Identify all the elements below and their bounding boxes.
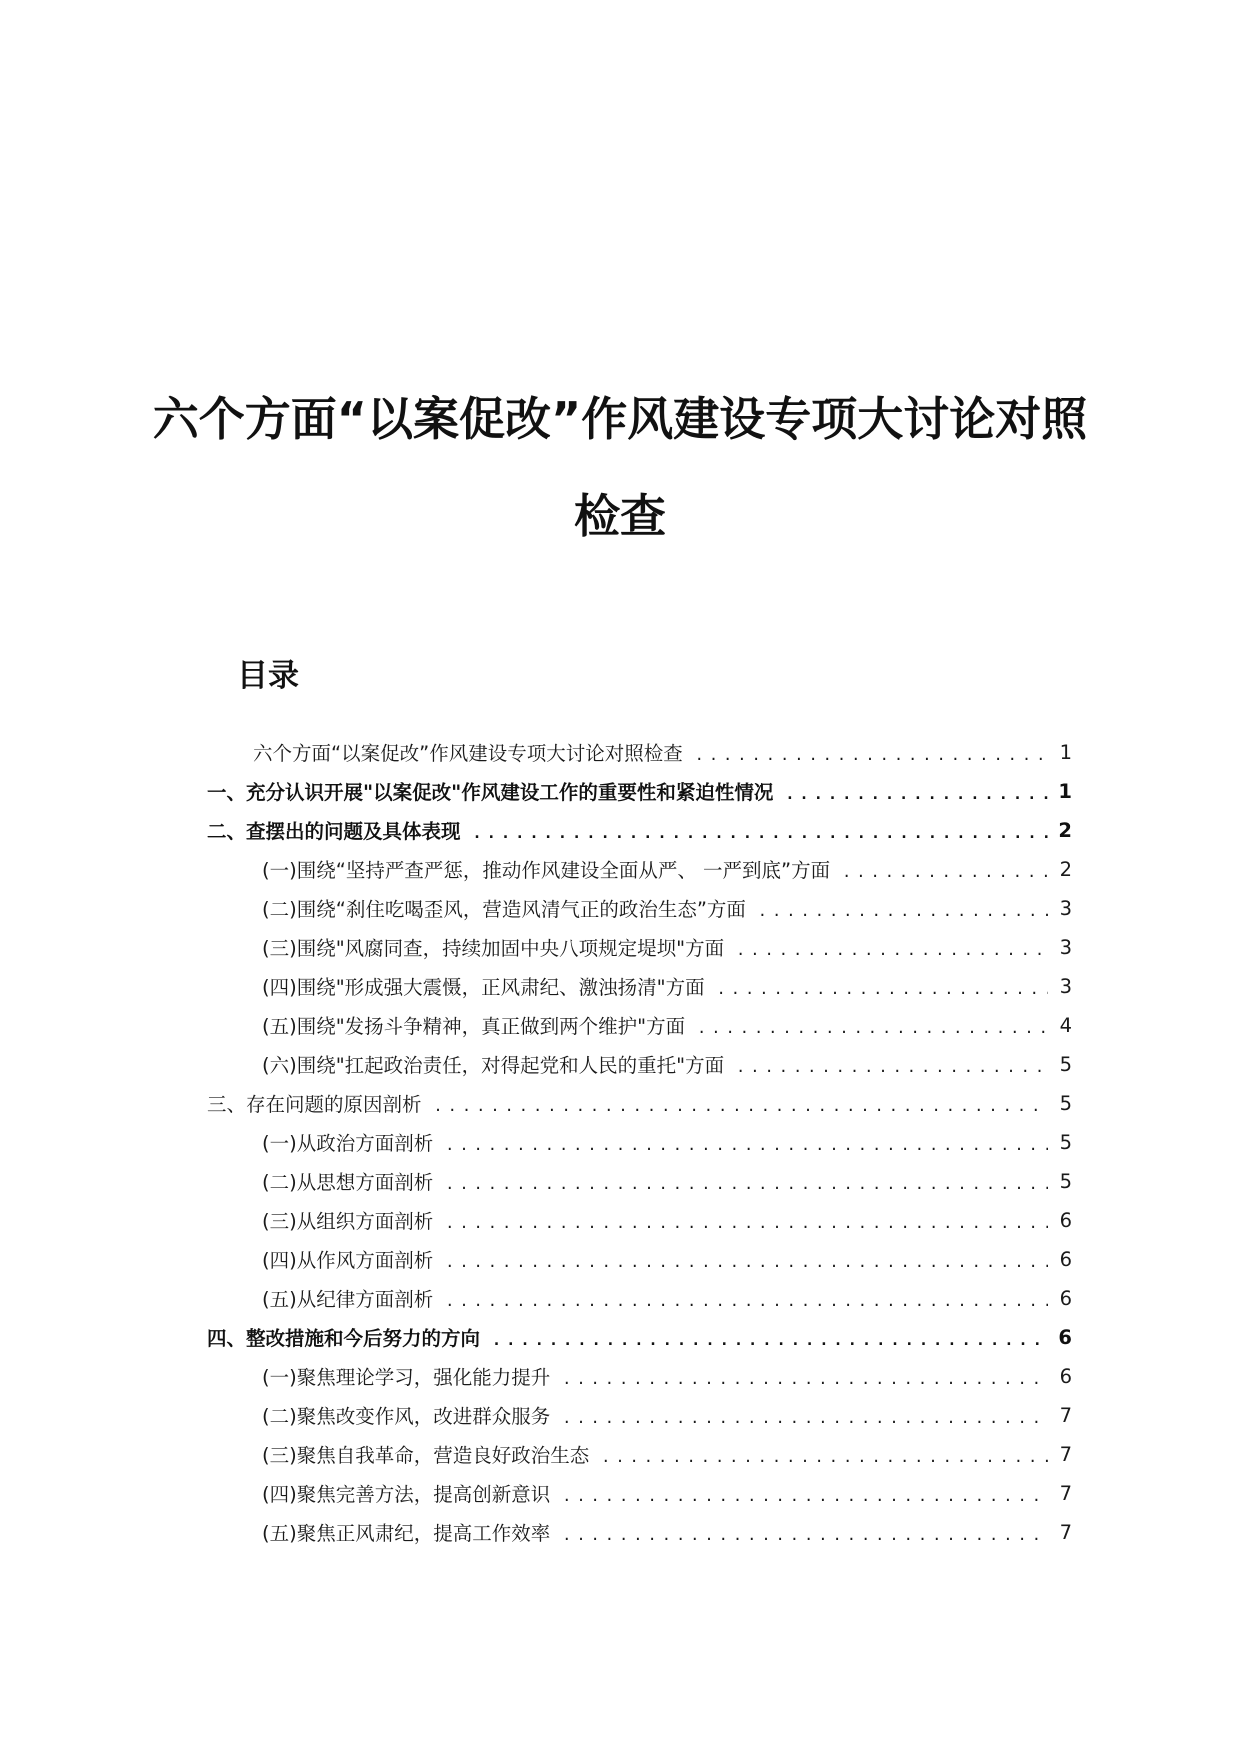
toc-page-number: 2 — [1058, 818, 1072, 842]
toc-entry[interactable] — [262, 1476, 1072, 1510]
toc-dot-leader — [758, 894, 1048, 928]
document-title-line-1: 六个方面“以案促改”作风建设专项大讨论对照 — [152, 392, 1088, 446]
toc-dot-leader — [434, 1089, 1048, 1123]
toc-dot-leader — [445, 1167, 1048, 1201]
toc-entry-text: (五)从纪律方面剖析 — [262, 1288, 434, 1311]
toc-entry[interactable] — [262, 1047, 1072, 1081]
toc-entry[interactable] — [207, 1320, 1072, 1354]
toc-dot-leader — [562, 1479, 1048, 1513]
toc-entry-text: (四)围绕"形成强大震慑，正风肃纪、激浊扬清"方面 — [262, 976, 705, 999]
toc-page-number: 3 — [1059, 935, 1072, 959]
toc-entry[interactable] — [262, 1359, 1072, 1393]
toc-dot-leader — [785, 777, 1048, 811]
toc-page-number: 7 — [1059, 1481, 1072, 1505]
toc-entry-text: (二)围绕“刹住吃喝歪风，营造风清气正的政治生态”方面 — [262, 898, 746, 921]
toc-entry-text: (一)从政治方面剖析 — [262, 1132, 434, 1155]
toc-dot-leader — [842, 855, 1048, 889]
toc-entry[interactable] — [207, 813, 1072, 847]
toc-dot-leader — [445, 1128, 1048, 1162]
toc-dot-leader — [695, 738, 1048, 772]
toc-entry-text: 三、存在问题的原因剖析 — [207, 1093, 422, 1116]
toc-dot-leader — [601, 1440, 1048, 1474]
toc-entry[interactable] — [262, 852, 1072, 886]
toc-dot-leader — [445, 1245, 1048, 1279]
toc-page-number: 5 — [1059, 1169, 1072, 1193]
toc-entry-text: (五)围绕"发扬斗争精神，真正做到两个维护"方面 — [262, 1015, 686, 1038]
toc-entry-text: (二)从思想方面剖析 — [262, 1171, 434, 1194]
toc-page-number: 2 — [1059, 857, 1072, 881]
toc-entry-text: 一、充分认识开展"以案促改"作风建设工作的重要性和紧迫性情况 — [207, 781, 774, 804]
toc-page-number: 5 — [1059, 1130, 1072, 1154]
toc-entry[interactable] — [262, 891, 1072, 925]
toc-page-number: 6 — [1059, 1247, 1072, 1271]
toc-page-number: 6 — [1059, 1286, 1072, 1310]
toc-page-number: 6 — [1058, 1325, 1072, 1349]
toc-dot-leader — [445, 1206, 1048, 1240]
toc-dot-leader — [445, 1284, 1048, 1318]
toc-entry-text: (四)从作风方面剖析 — [262, 1249, 434, 1272]
toc-entry-text: (四)聚焦完善方法，提高创新意识 — [262, 1483, 551, 1506]
toc-entry-text: 二、查摆出的问题及具体表现 — [207, 820, 461, 843]
toc-entry[interactable] — [262, 1164, 1072, 1198]
toc-dot-leader — [562, 1518, 1048, 1552]
toc-page-number: 5 — [1059, 1091, 1072, 1115]
toc-page-number: 7 — [1059, 1520, 1072, 1544]
toc-page-number: 6 — [1059, 1208, 1072, 1232]
toc-page-number: 1 — [1058, 779, 1072, 803]
toc-entry[interactable] — [207, 774, 1072, 808]
toc-entry[interactable] — [207, 1086, 1072, 1120]
toc-entry-text: (一)围绕“坚持严查严惩，推动作风建设全面从严、 一严到底”方面 — [262, 859, 831, 882]
toc-entry[interactable] — [262, 1125, 1072, 1159]
toc-entry-text: (三)从组织方面剖析 — [262, 1210, 434, 1233]
toc-dot-leader — [736, 933, 1048, 967]
toc-entry[interactable] — [262, 1281, 1072, 1315]
toc-entry[interactable] — [262, 1398, 1072, 1432]
toc-entry[interactable] — [262, 969, 1072, 1003]
toc-entry-text: (三)围绕"风腐同查，持续加固中央八项规定堤坝"方面 — [262, 937, 725, 960]
toc-page-number: 3 — [1059, 896, 1072, 920]
toc-entry-text: (六)围绕"扛起政治责任，对得起党和人民的重托"方面 — [262, 1054, 725, 1077]
toc-entry[interactable] — [262, 1008, 1072, 1042]
toc-heading: 目录 — [237, 658, 299, 694]
toc-dot-leader — [562, 1401, 1048, 1435]
toc-dot-leader — [473, 816, 1048, 850]
toc-dot-leader — [697, 1011, 1048, 1045]
toc-page-number: 3 — [1059, 974, 1072, 998]
toc-entry-text: 四、整改措施和今后努力的方向 — [207, 1327, 481, 1350]
toc-entry-text: (二)聚焦改变作风，改进群众服务 — [262, 1405, 551, 1428]
document-title-line-2: 检查 — [574, 489, 666, 543]
toc-page-number: 7 — [1059, 1442, 1072, 1466]
toc-entry[interactable] — [262, 1203, 1072, 1237]
toc-page-number: 6 — [1059, 1364, 1072, 1388]
toc-entry[interactable] — [262, 1515, 1072, 1549]
toc-entry-text: (一)聚焦理论学习，强化能力提升 — [262, 1366, 551, 1389]
toc-dot-leader — [492, 1323, 1048, 1357]
toc-entry-text: (三)聚焦自我革命，营造良好政治生态 — [262, 1444, 590, 1467]
toc-dot-leader — [562, 1362, 1048, 1396]
toc-page-number: 4 — [1059, 1013, 1072, 1037]
toc-entry[interactable] — [262, 1437, 1072, 1471]
toc-dot-leader — [736, 1050, 1048, 1084]
toc-page-number: 1 — [1059, 740, 1072, 764]
toc-page-number: 5 — [1059, 1052, 1072, 1076]
toc-entry[interactable] — [262, 930, 1072, 964]
toc-entry[interactable] — [253, 735, 1072, 769]
toc-dot-leader — [717, 972, 1048, 1006]
toc-page-number: 7 — [1059, 1403, 1072, 1427]
toc-entry-text: (五)聚焦正风肃纪，提高工作效率 — [262, 1522, 551, 1545]
toc-entry[interactable] — [262, 1242, 1072, 1276]
toc-entry-text: 六个方面“以案促改”作风建设专项大讨论对照检查 — [253, 742, 683, 765]
